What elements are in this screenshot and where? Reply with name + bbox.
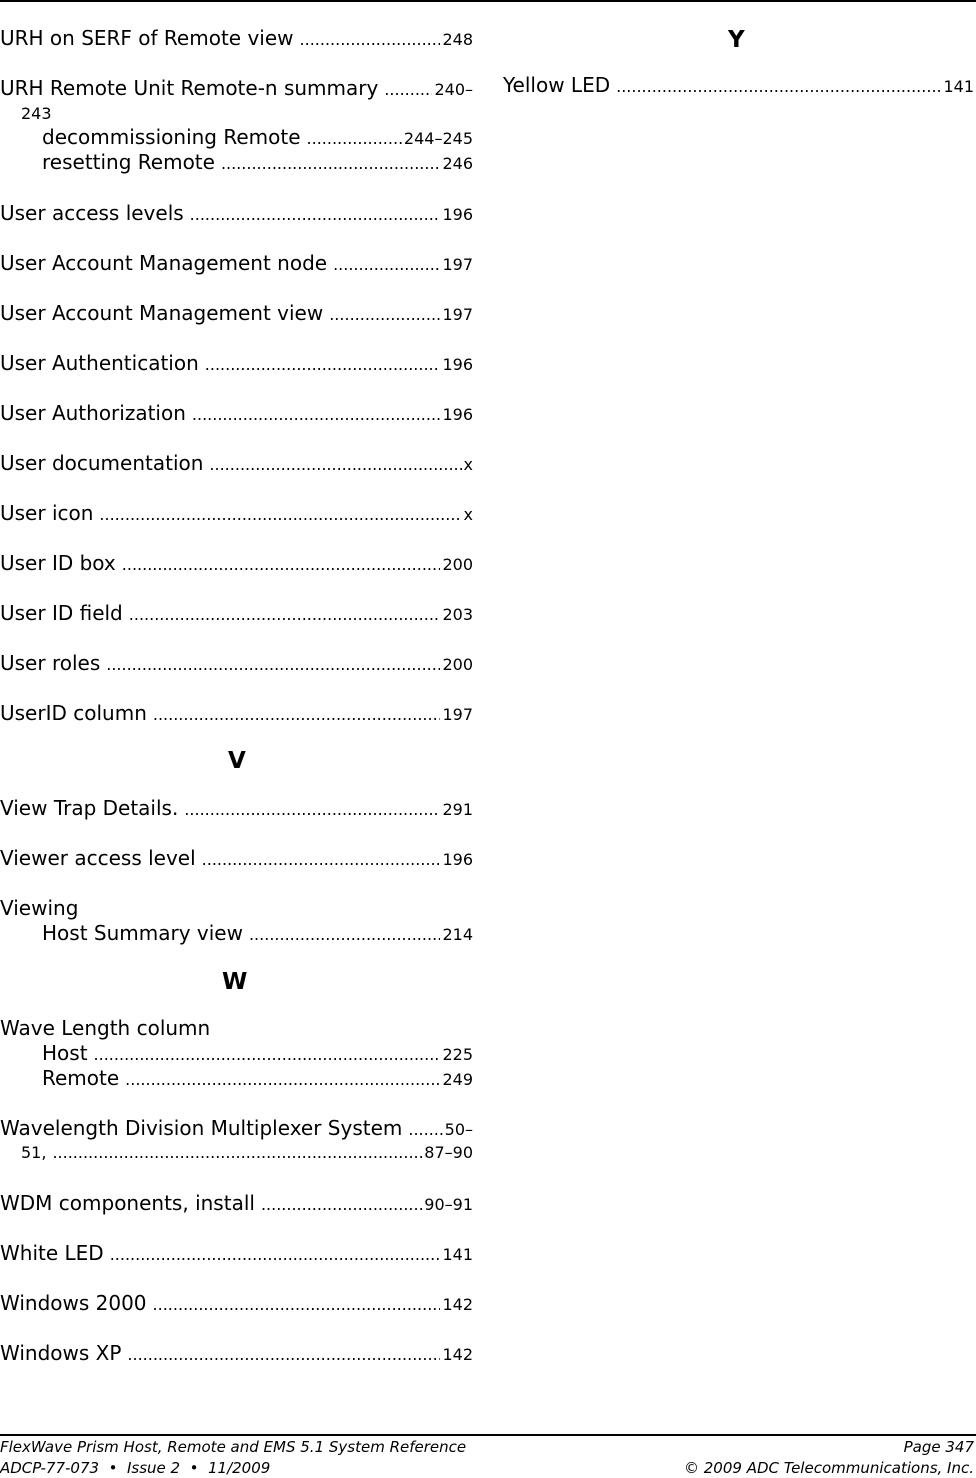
entry-label: Viewer access level [0,846,196,870]
index-entry [0,301,473,325]
entry-page: 203 [442,605,473,624]
footer-rule [0,1434,976,1436]
entry-label: Windows XP [0,1341,122,1365]
entry-page: x [463,505,473,524]
dot-leader [129,603,441,627]
entry-label: Host Summary view [42,921,243,945]
entry-label: User ID box [0,551,116,575]
entry-label: 51, [21,1143,47,1162]
entry-label: User documentation [0,451,204,475]
entry-page: 240– [434,80,473,99]
section-letter-y: Y [728,27,745,53]
entry-label: Yellow LED [503,73,611,97]
index-entry [0,846,473,870]
entry-label: decommissioning Remote [42,125,301,149]
footer-page-number: Page 347 [903,1438,974,1456]
entry-label: User roles [0,651,101,675]
dot-leader [209,453,461,477]
index-subentry [42,125,473,149]
entry-label: User icon [0,501,94,525]
index-entry [0,76,473,100]
entry-page: 196 [442,405,473,424]
footer-copyright: © 2009 ADC Telecommunications, Inc. [684,1459,974,1477]
dot-leader [261,1193,422,1217]
dot-leader [329,303,440,327]
index-entry [0,651,473,675]
index-entry [0,796,473,820]
entry-label: View Trap Details. [0,796,179,820]
section-letter-w: W [222,969,248,995]
entry-page: 249 [442,1070,473,1089]
dot-leader [127,1343,440,1367]
dot-leader [192,403,441,427]
index-entry [0,501,473,525]
index-subentry [42,1066,473,1090]
entry-page: x [463,455,473,474]
dot-leader [307,127,402,151]
entry-label: UserID column [0,701,147,725]
entry-page: 141 [943,77,974,96]
entry-label: Wave Length column [0,1016,211,1040]
index-entry [0,201,473,225]
entry-label: User Account Management node [0,251,328,275]
index-entry [0,351,473,375]
index-entry [0,451,473,475]
index-entry [0,1191,473,1215]
entry-label: resetting Remote [42,150,215,174]
entry-page: 87–90 [424,1143,473,1162]
entry-label: User access levels [0,201,184,225]
index-entry [0,26,473,50]
dot-leader [125,1068,440,1092]
entry-label: User Account Management view [0,301,324,325]
index-entry [0,1016,473,1040]
entry-page: 196 [442,355,473,374]
index-entry [0,701,473,725]
entry-page: 246 [442,154,473,173]
dot-leader [153,703,441,727]
dot-leader [202,848,441,872]
index-entry [0,1241,473,1265]
entry-label: User Authorization [0,401,186,425]
entry-label: URH on SERF of Remote view [0,26,294,50]
index-entry [0,551,473,575]
entry-page: 248 [442,30,473,49]
entry-page: 50– [444,1120,473,1139]
dot-leader [221,152,441,176]
dot-leader [99,503,461,527]
entry-page: 200 [442,655,473,674]
entry-page: 196 [442,205,473,224]
entry-page: 200 [442,555,473,574]
footer-doc-id: ADCP-77-073 • Issue 2 • 11/2009 [0,1459,271,1477]
entry-page: 291 [442,800,473,819]
index-entry [0,251,473,275]
entry-label: Remote [42,1066,120,1090]
dot-leader [408,1118,442,1142]
dot-leader [333,253,440,277]
dot-leader [122,553,441,577]
entry-page: 214 [442,925,473,944]
dot-leader [106,653,440,677]
footer-title: FlexWave Prism Host, Remote and EMS 5.1 System Reference [0,1438,467,1456]
entry-label: Windows 2000 [0,1291,147,1315]
entry-label: WDM components, install [0,1191,255,1215]
index-entry [0,896,473,920]
entry-label: White LED [0,1241,104,1265]
entry-page: 142 [442,1345,473,1364]
entry-page: 197 [442,255,473,274]
entry-page: 244–245 [403,129,473,148]
entry-page: 197 [442,305,473,324]
index-entry [0,601,473,625]
entry-label: User ID field [0,601,123,625]
dot-leader [94,1043,441,1067]
index-entry [0,1116,473,1140]
entry-label: Wavelength Division Multiplexer System [0,1116,403,1140]
dot-leader [616,75,941,99]
dot-leader [249,923,440,947]
entry-label: URH Remote Unit Remote-n summary [0,76,379,100]
dot-leader [190,203,441,227]
entry-page: 142 [442,1295,473,1314]
entry-page-continuation: 243 [21,104,52,123]
top-rule [0,0,976,2]
dot-leader [205,353,441,377]
section-letter-v: V [228,748,246,774]
entry-page: 90–91 [424,1195,473,1214]
index-entry [0,401,473,425]
index-entry [0,1291,473,1315]
index-subentry [42,150,473,174]
entry-page: 141 [442,1245,473,1264]
entry-page: 225 [442,1045,473,1064]
entry-label: User Authentication [0,351,199,375]
index-subentry [42,1041,473,1065]
dot-leader [52,1141,422,1165]
entry-label: Host [42,1041,88,1065]
dot-leader [153,1293,441,1317]
index-entry-continuation [21,1141,473,1165]
entry-page: 196 [442,850,473,869]
dot-leader [300,28,441,52]
index-subentry [42,921,473,945]
entry-label: Viewing [0,896,79,920]
dot-leader [184,798,440,822]
index-entry [503,73,974,97]
dot-leader [110,1243,441,1267]
index-entry [0,1341,473,1365]
dot-leader [384,78,432,102]
entry-page: 197 [442,705,473,724]
